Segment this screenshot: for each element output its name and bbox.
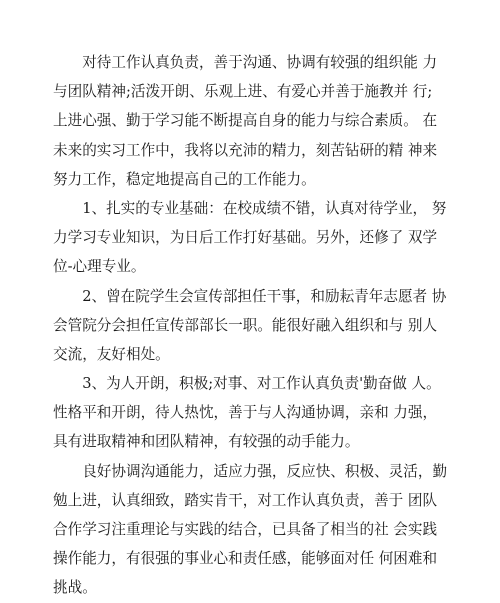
text-line: 力学习专业知识，为日后工作打好基础。另外，还修了 双学	[53, 229, 438, 247]
document-body	[53, 48, 453, 603]
text-line: 与团队精神;活泼开朗、乐观上进、有爱心并善于施教并 行;	[53, 83, 433, 101]
text-line: 对待工作认真负责，善于沟通、协调有较强的组织能 力	[53, 54, 438, 71]
text-line: 勉上进，认真细致，踏实肯干，对工作认真负责，善于 团队	[53, 491, 438, 509]
text-line: 交流，友好相处。	[53, 345, 170, 363]
text-line: 未来的实习工作中，我将以充沛的精力，刻苦钻研的精 神来	[53, 141, 438, 159]
text-line: 性格平和开朗，待人热忱，善于与人沟通协调，亲和 力强，	[53, 404, 438, 422]
text-line: 挑战。	[53, 579, 97, 597]
text-line: 具有进取精神和团队精神，有较强的动手能力。	[53, 433, 360, 451]
text-line: 会管院分会担任宣传部部长一职。能很好融入组织和与 别人	[53, 316, 438, 334]
text-line: 良好协调沟通能力，适应力强，反应快、积极、灵活，勤	[53, 462, 448, 480]
text-line: 合作学习注重理论与实践的结合，已具备了相当的社 会实践	[53, 521, 438, 538]
text-line: 3、为人开朗，积极;对事、对工作认真负责'勤奋做 人。	[53, 375, 441, 393]
text-line: 操作能力，有很强的事业心和责任感，能够面对任 何困难和	[53, 550, 438, 568]
text-line: 上进心强、勤于学习能不断提高自身的能力与综合素质。 在	[53, 112, 438, 130]
text-line: 位-心理专业。	[53, 258, 146, 276]
text-line: 2、曾在院学生会宣传部担任干事，和励耘青年志愿者 协	[53, 287, 447, 305]
text-line: 努力工作，稳定地提高自己的工作能力。	[53, 170, 316, 188]
text-line: 1、扎实的专业基础：在校成绩不错，认真对待学业， 努	[53, 199, 447, 217]
